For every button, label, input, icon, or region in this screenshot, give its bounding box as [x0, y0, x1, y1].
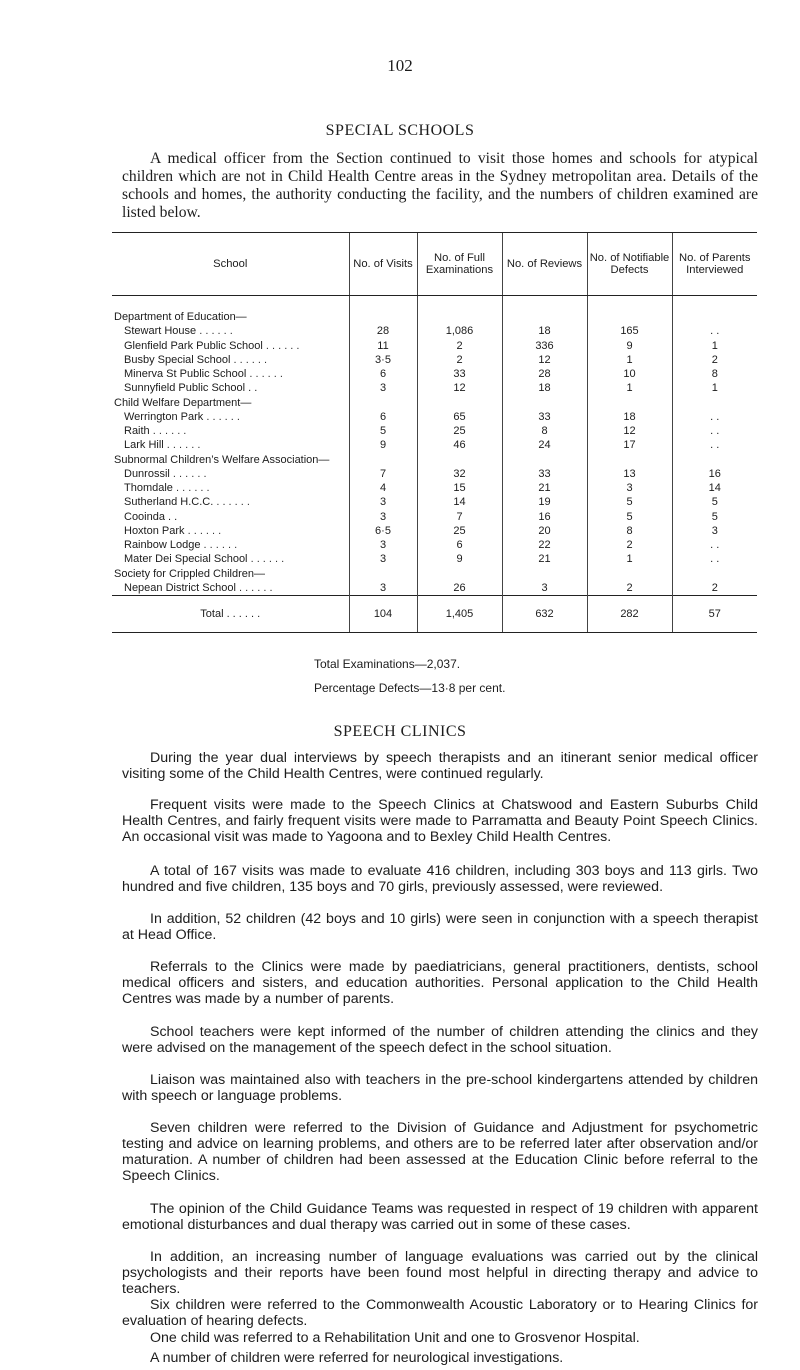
school-name-cell: [112, 552, 349, 566]
school-name-cell: [112, 438, 349, 452]
school-name: Mater Dei Special School: [124, 553, 248, 566]
parents-interviewed-cell: 5: [672, 510, 757, 524]
visits-cell: 3: [349, 581, 417, 596]
full-examinations-cell: 25: [417, 524, 502, 538]
reviews-cell: 3: [502, 581, 587, 596]
leader-dots: . . . . . .: [199, 325, 233, 338]
total-examinations: Total Examinations—2,037.: [314, 657, 461, 671]
school-name: Stewart House: [124, 325, 197, 338]
total-notifiable-defects: 282: [587, 596, 672, 633]
table-row: [112, 552, 757, 566]
empty-cell: [502, 310, 587, 324]
parents-interviewed-cell: . .: [672, 438, 757, 452]
empty-cell: [587, 310, 672, 324]
empty-cell: [672, 310, 757, 324]
full-examinations-cell: 33: [417, 367, 502, 381]
visits-cell: 5: [349, 424, 417, 438]
parents-interviewed-cell: 1: [672, 339, 757, 353]
school-name: Minerva St Public School: [124, 368, 247, 380]
leader-dots: . . . . . .: [172, 467, 207, 480]
notifiable-defects-cell: 3: [587, 481, 672, 495]
speech-paragraph: In addition, 52 children (42 boys and 10 girls) were seen in conjunction with a speech therapist at Head Office.: [122, 911, 758, 943]
empty-cell: [672, 396, 757, 410]
school-name-cell: [112, 324, 349, 338]
speech-paragraph: Frequent visits were made to the Speech Clinics at Chatswood and Eastern Suburbs Child Health Centres, and fairly frequent visits were made to Parramatta and Beauty Point Speech Clinics. An occasional visit was made to Yagoona and to Bexley Child Health Centres.: [122, 797, 758, 845]
table-row: [112, 367, 757, 381]
column-header-parents-interviewed: No. of Parents Interviewed: [672, 233, 757, 296]
speech-paragraph: Six children were referred to the Commonwealth Acoustic Laboratory or to Hearing Clinics for evaluation of hearing defects.: [122, 1297, 758, 1329]
visits-cell: 4: [349, 481, 417, 495]
school-name: Hoxton Park: [124, 524, 185, 537]
visits-cell: 6: [349, 367, 417, 381]
school-name: Raith: [124, 425, 150, 437]
column-header-school: School: [112, 233, 349, 296]
parents-interviewed-cell: . .: [672, 410, 757, 424]
reviews-cell: 24: [502, 438, 587, 452]
speech-paragraph: The opinion of the Child Guidance Teams was requested in respect of 19 children with apparent emotional disturbances and dual therapy was carried out in some of these cases.: [122, 1201, 758, 1233]
full-examinations-cell: 12: [417, 381, 502, 395]
school-name-cell: [112, 495, 349, 509]
full-examinations-cell: 2: [417, 339, 502, 353]
empty-cell: [349, 453, 417, 467]
special-schools-table: [112, 232, 757, 633]
leader-dots: . . . . . .: [216, 496, 250, 509]
visits-cell: 6: [349, 410, 417, 424]
leader-dots: . . . . . .: [233, 353, 268, 366]
reviews-cell: 12: [502, 353, 587, 367]
table-row: [112, 510, 757, 524]
school-name-cell: [112, 524, 349, 538]
leader-dots: . . . . . .: [166, 439, 201, 452]
empty-cell: [502, 567, 587, 581]
notifiable-defects-cell: 1: [587, 353, 672, 367]
full-examinations-cell: 65: [417, 410, 502, 424]
table-row: [112, 381, 757, 395]
school-name-cell: [112, 538, 349, 552]
reviews-cell: 19: [502, 495, 587, 509]
visits-cell: 3: [349, 552, 417, 566]
notifiable-defects-cell: 2: [587, 538, 672, 552]
school-name-cell: [112, 424, 349, 438]
total-parents-interviewed: 57: [672, 596, 757, 633]
visits-cell: 3: [349, 538, 417, 552]
parents-interviewed-cell: 16: [672, 467, 757, 481]
table-row: [112, 339, 757, 353]
full-examinations-cell: 32: [417, 467, 502, 481]
table-category-row: [112, 567, 757, 581]
reviews-cell: 22: [502, 538, 587, 552]
school-name: Cooinda . .: [124, 510, 178, 523]
parents-interviewed-cell: . .: [672, 324, 757, 338]
school-name-cell: [112, 481, 349, 495]
speech-clinics-heading: SPEECH CLINICS: [333, 723, 467, 740]
table-category-row: [112, 310, 757, 324]
school-name-cell: [112, 381, 349, 395]
reviews-cell: 21: [502, 552, 587, 566]
notifiable-defects-cell: 12: [587, 424, 672, 438]
notifiable-defects-cell: 17: [587, 438, 672, 452]
table-row: [112, 424, 757, 438]
column-header-notifiable-defects: No. of Notifiable Defects: [587, 233, 672, 296]
speech-paragraph: Liaison was maintained also with teachers in the pre-school kindergartens attended by children with speech or language problems.: [122, 1072, 758, 1104]
empty-cell: [502, 396, 587, 410]
speech-paragraph: One child was referred to a Rehabilitation Unit and one to Grosvenor Hospital.: [150, 1330, 640, 1346]
reviews-cell: 18: [502, 381, 587, 395]
empty-cell: [672, 453, 757, 467]
total-reviews: 632: [502, 596, 587, 633]
school-name-cell: [112, 510, 349, 524]
school-name-cell: [112, 467, 349, 481]
reviews-cell: 33: [502, 410, 587, 424]
parents-interviewed-cell: 14: [672, 481, 757, 495]
visits-cell: 9: [349, 438, 417, 452]
school-name-cell: [112, 581, 349, 596]
speech-paragraph: Referrals to the Clinics were made by paediatricians, general practitioners, dentists, school medical officers and sisters, and education authorities. Personal application to the Child Health Centres was made by a number of parents.: [122, 959, 758, 1007]
parents-interviewed-cell: . .: [672, 424, 757, 438]
table-row: [112, 581, 757, 596]
school-name: Nepean District School: [124, 581, 236, 594]
table-row: [112, 410, 757, 424]
empty-cell: [672, 567, 757, 581]
parents-interviewed-cell: 5: [672, 495, 757, 509]
notifiable-defects-cell: 10: [587, 367, 672, 381]
speech-paragraph: A total of 167 visits was made to evaluate 416 children, including 303 boys and 113 girls. Two hundred and five children, 135 boys and 70 girls, previously assessed, were reviewed.: [122, 863, 758, 895]
table-category-row: [112, 396, 757, 410]
reviews-cell: 336: [502, 339, 587, 353]
empty-cell: [349, 396, 417, 410]
school-name: Busby Special School: [124, 353, 231, 366]
notifiable-defects-cell: 5: [587, 510, 672, 524]
school-name: Dunrossil: [124, 467, 170, 480]
school-name: Werrington Park: [124, 410, 204, 423]
full-examinations-cell: 7: [417, 510, 502, 524]
leader-dots: . . . . . .: [203, 539, 238, 551]
leader-dots: . . . . . .: [265, 339, 300, 352]
notifiable-defects-cell: 18: [587, 410, 672, 424]
percentage-defects: Percentage Defects—13·8 per cent.: [314, 681, 506, 695]
notifiable-defects-cell: 1: [587, 381, 672, 395]
special-schools-intro: A medical officer from the Section continued to visit those homes and schools for atypical children which are not in Child Health Centre areas in the Sydney metropolitan area. Details of the schools and homes, the authority conducting the facility, and the numbers of children examined are listed below.: [122, 150, 758, 221]
total-full-examinations: 1,405: [417, 596, 502, 633]
visits-cell: 3: [349, 495, 417, 509]
visits-cell: 7: [349, 467, 417, 481]
full-examinations-cell: 15: [417, 481, 502, 495]
leader-dots: . . . . . .: [152, 425, 187, 437]
school-name: Sunnyfield Public School . .: [124, 382, 258, 395]
total-label: Total . . . . . .: [112, 596, 349, 633]
notifiable-defects-cell: 5: [587, 495, 672, 509]
table-row: [112, 467, 757, 481]
speech-paragraph: A number of children were referred for neurological investigations.: [150, 1350, 564, 1366]
table-total-row: [112, 596, 757, 633]
table-row: [112, 324, 757, 338]
notifiable-defects-cell: 13: [587, 467, 672, 481]
speech-paragraph: School teachers were kept informed of the number of children attending the clinics and they were advised on the management of the speech defect in the school situation.: [122, 1024, 758, 1056]
school-name: Glenfield Park Public School: [124, 339, 263, 352]
visits-cell: 11: [349, 339, 417, 353]
notifiable-defects-cell: 9: [587, 339, 672, 353]
full-examinations-cell: 9: [417, 552, 502, 566]
leader-dots: . . . . . .: [187, 524, 222, 537]
page-number: 102: [387, 56, 413, 75]
full-examinations-cell: 25: [417, 424, 502, 438]
table-body: [112, 296, 757, 596]
empty-cell: [502, 453, 587, 467]
visits-cell: 6·5: [349, 524, 417, 538]
leader-dots: . . . . . .: [206, 410, 240, 423]
category-label: Child Welfare Department—: [114, 396, 252, 409]
full-examinations-cell: 14: [417, 495, 502, 509]
reviews-cell: 21: [502, 481, 587, 495]
leader-dots: . . . . . .: [249, 368, 283, 380]
empty-cell: [417, 567, 502, 581]
school-name: Rainbow Lodge: [124, 539, 201, 551]
notifiable-defects-cell: 2: [587, 581, 672, 596]
leader-dots: . . . . . .: [175, 482, 210, 494]
reviews-cell: 28: [502, 367, 587, 381]
school-name-cell: [112, 410, 349, 424]
notifiable-defects-cell: 165: [587, 324, 672, 338]
table-row: [112, 495, 757, 509]
parents-interviewed-cell: 3: [672, 524, 757, 538]
empty-cell: [587, 567, 672, 581]
notifiable-defects-cell: 1: [587, 552, 672, 566]
parents-interviewed-cell: 2: [672, 353, 757, 367]
table-row: [112, 538, 757, 552]
empty-cell: [417, 310, 502, 324]
parents-interviewed-cell: 1: [672, 381, 757, 395]
column-header-reviews: No. of Reviews: [502, 233, 587, 296]
reviews-cell: 33: [502, 467, 587, 481]
parents-interviewed-cell: . .: [672, 552, 757, 566]
special-schools-heading: SPECIAL SCHOOLS: [325, 122, 475, 139]
category-label: Department of Education—: [114, 311, 247, 323]
school-name: Thomdale: [124, 482, 173, 494]
full-examinations-cell: 26: [417, 581, 502, 596]
column-header-visits: No. of Visits: [349, 233, 417, 296]
table-row: [112, 481, 757, 495]
category-label: Subnormal Children’s Welfare Association—: [114, 453, 330, 466]
table-header-row: [112, 233, 757, 296]
leader-dots: . . . . . .: [250, 553, 285, 566]
visits-cell: 3·5: [349, 353, 417, 367]
table-row: [112, 438, 757, 452]
total-visits: 104: [349, 596, 417, 633]
full-examinations-cell: 46: [417, 438, 502, 452]
notifiable-defects-cell: 8: [587, 524, 672, 538]
empty-cell: [349, 310, 417, 324]
table-category-row: [112, 453, 757, 467]
school-name: Sutherland H.C.C.: [124, 496, 214, 509]
empty-cell: [349, 567, 417, 581]
empty-cell: [587, 453, 672, 467]
school-name-cell: [112, 353, 349, 367]
reviews-cell: 18: [502, 324, 587, 338]
school-name-cell: [112, 339, 349, 353]
reviews-cell: 20: [502, 524, 587, 538]
school-name-cell: [112, 367, 349, 381]
empty-cell: [587, 396, 672, 410]
empty-cell: [417, 453, 502, 467]
parents-interviewed-cell: 2: [672, 581, 757, 596]
reviews-cell: 8: [502, 424, 587, 438]
speech-paragraph: During the year dual interviews by speech therapists and an itinerant senior medical officer visiting some of the Child Health Centres, were continued regularly.: [122, 750, 758, 782]
table-spacer-row: [112, 296, 757, 311]
speech-paragraph: Seven children were referred to the Division of Guidance and Adjustment for psychometric testing and advice on learning problems, and others are to be referred later after observation and/or maturation. A number of children had been assessed at the Education Clinic before referral to the Speech Clinics.: [122, 1120, 758, 1184]
full-examinations-cell: 2: [417, 353, 502, 367]
parents-interviewed-cell: . .: [672, 538, 757, 552]
parents-interviewed-cell: 8: [672, 367, 757, 381]
table-row: [112, 524, 757, 538]
visits-cell: 3: [349, 381, 417, 395]
full-examinations-cell: 6: [417, 538, 502, 552]
full-examinations-cell: 1,086: [417, 324, 502, 338]
reviews-cell: 16: [502, 510, 587, 524]
column-header-full-examinations: No. of Full Examinations: [417, 233, 502, 296]
table-row: [112, 353, 757, 367]
school-name: Lark Hill: [124, 439, 164, 452]
category-label: Society for Crippled Children—: [114, 567, 266, 580]
visits-cell: 28: [349, 324, 417, 338]
empty-cell: [417, 396, 502, 410]
visits-cell: 3: [349, 510, 417, 524]
leader-dots: . . . . . .: [238, 581, 273, 594]
speech-paragraph: In addition, an increasing number of language evaluations was carried out by the clinical psychologists and their reports have been found most helpful in directing therapy and advice to teachers.: [122, 1249, 758, 1297]
